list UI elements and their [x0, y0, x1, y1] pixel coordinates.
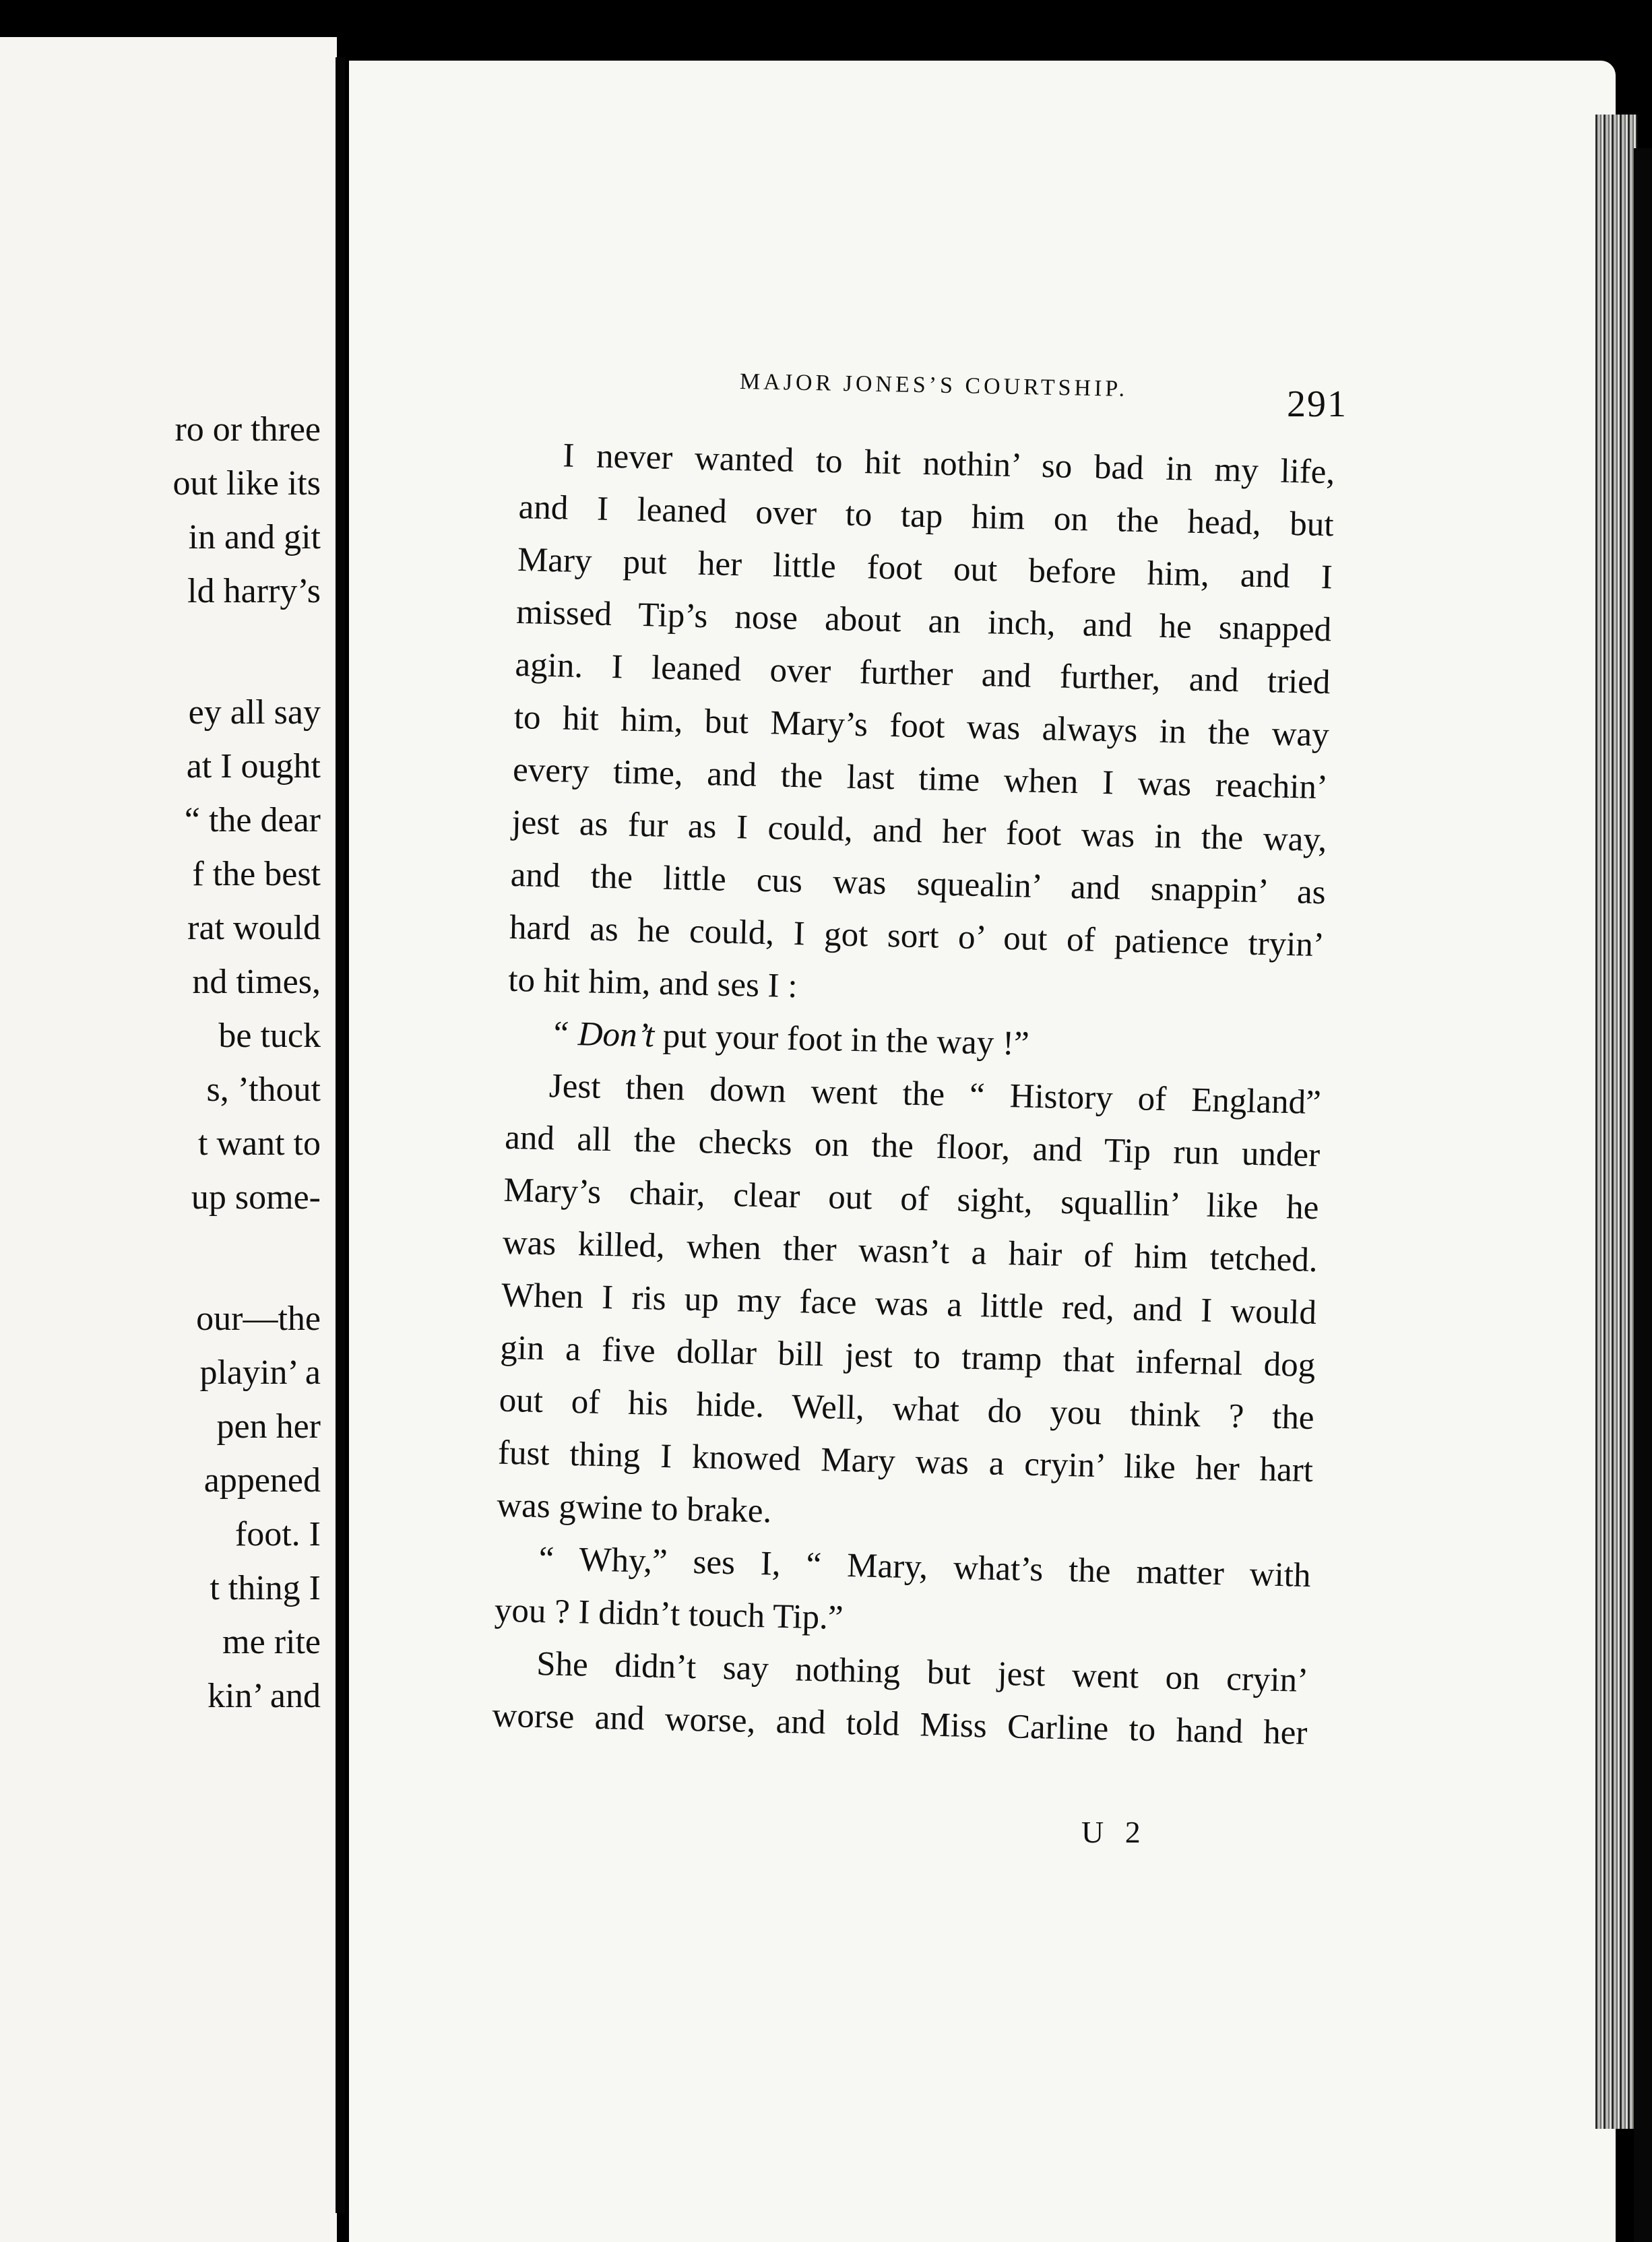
text-line: agin. I leaned over further and further, and tried [515, 645, 1331, 702]
left-page-line: t want to [198, 1124, 321, 1163]
text-line: Jest then down went the “ History of England” [548, 1067, 1322, 1122]
text-line: jest as fur as I could, and her foot was in the way, [511, 803, 1327, 860]
left-page-line: t thing I [210, 1569, 321, 1607]
italic-dont: “ Don’t [550, 1015, 655, 1055]
gutter-binding [336, 57, 345, 2213]
left-page-line: ey all say [188, 693, 321, 732]
page-edges-shadow [1634, 148, 1652, 2242]
left-page-line: nd times, [192, 963, 321, 1001]
text-line: and the little cus was squealin’ and snappin’ as [510, 856, 1327, 912]
text-line: I never wanted to hit nothin’ so bad in my life, [562, 437, 1335, 492]
text-line: When I ris up my face was a little red, and I would [501, 1276, 1317, 1333]
text-line: was gwine to brake. [496, 1486, 772, 1531]
left-page-line: our—the [196, 1300, 321, 1338]
signature-mark: U 2 [1081, 1815, 1147, 1849]
left-page-line: in and git [188, 518, 321, 556]
text-line: She didn’t say nothing but jest went on cryin’ [536, 1644, 1309, 1700]
left-page-line: playin’ a [199, 1353, 321, 1392]
left-page-line: me rite [222, 1623, 321, 1661]
text-line: to hit him, but Mary’s foot was always in the way [513, 698, 1330, 755]
running-head: MAJOR JONES’S COURTSHIP. [739, 369, 1129, 402]
left-page-line: “ the dear [184, 801, 321, 839]
left-page-line: appened [203, 1461, 321, 1500]
text-line: out of his hide. Well, what do you think ? the [499, 1381, 1315, 1438]
text-line: fust thing I knowed Mary was a cryin’ like her hart [497, 1434, 1314, 1490]
text-line: you ? I didn’t touch Tip.” [494, 1591, 844, 1637]
left-page-line: s, ’thout [206, 1070, 321, 1109]
text-line: “ Why,” ses I, “ Mary, what’s the matter with [538, 1540, 1312, 1595]
left-facing-page [0, 37, 337, 2242]
text-line: and I leaned over to tap him on the head, but [518, 488, 1335, 544]
left-page-line: ro or three [174, 410, 321, 449]
left-page-line: f the best [192, 855, 321, 893]
left-page-line: ld harry’s [187, 572, 321, 610]
text-line-rest: put your foot in the way !” [662, 1017, 1030, 1063]
page-edges [1595, 115, 1637, 2129]
text-line: Mary’s chair, clear out of sight, squallin’ like he [503, 1171, 1319, 1227]
text-line: hard as he could, I got sort o’ out of patience tryin’ [509, 908, 1325, 965]
text-line: was killed, when ther wasn’t a hair of him tetched. [502, 1223, 1319, 1280]
left-page-line: up some- [191, 1178, 321, 1217]
left-page-line: kin’ and [208, 1677, 321, 1715]
left-page-line: pen her [216, 1407, 321, 1446]
text-line: to hit him, and ses I : [507, 961, 798, 1006]
text-line: missed Tip’s nose about an inch, and he snapped [515, 593, 1332, 649]
left-page-line: rat would [187, 909, 321, 947]
page-number: 291 [1287, 383, 1347, 425]
text-line: and all the checks on the floor, and Tip run under [504, 1118, 1321, 1175]
text-line: gin a five dollar bill jest to tramp that infernal dog [499, 1328, 1316, 1385]
text-line: Mary put her little foot out before him, and I [517, 540, 1333, 597]
left-page-line: be tuck [218, 1017, 321, 1055]
text-line: worse and worse, and told Miss Carline to hand her [492, 1696, 1308, 1752]
left-page-line: at I ought [186, 747, 321, 786]
left-page-line: out like its [172, 464, 321, 503]
left-page-line: foot. I [234, 1515, 321, 1554]
text-line: every time, and the last time when I was reachin’ [512, 750, 1329, 807]
